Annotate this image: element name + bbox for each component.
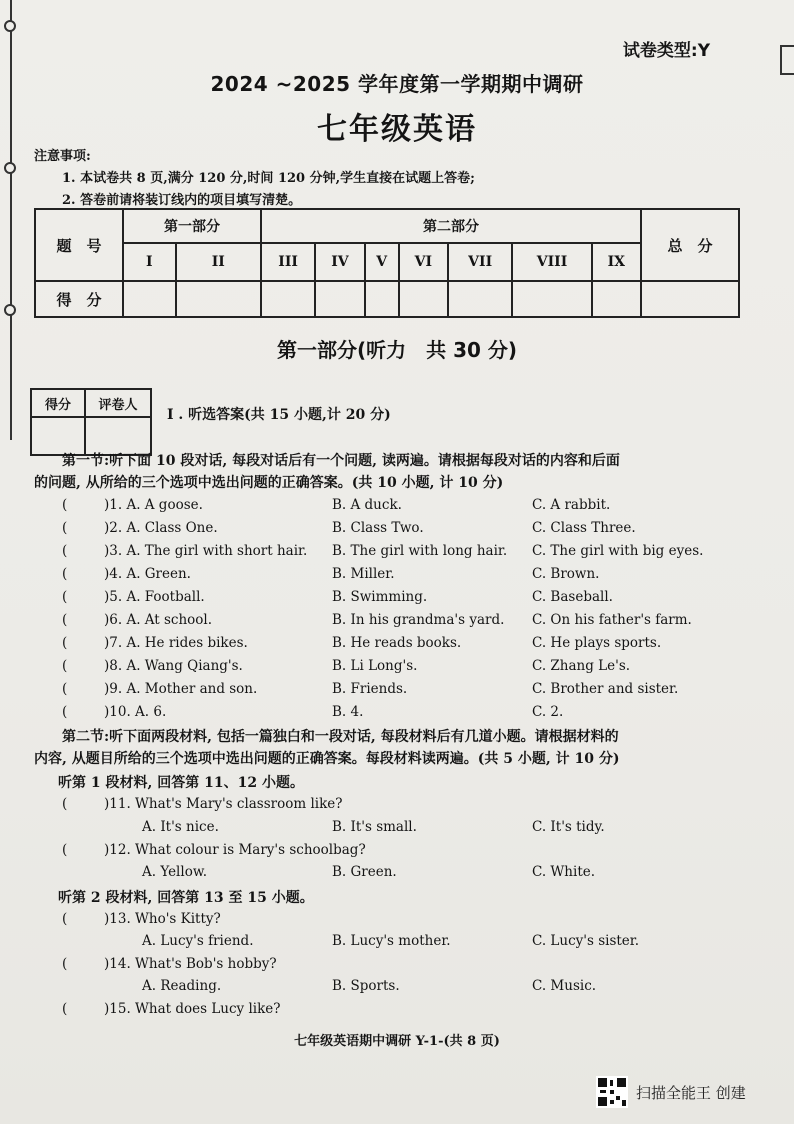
score-cell[interactable]	[448, 281, 512, 317]
question-row: ( )4. A. Green. B. Miller. C. Brown.	[62, 566, 600, 582]
option-b[interactable]: B. Swimming.	[332, 589, 428, 605]
option-c[interactable]: C. Lucy's sister.	[532, 933, 640, 949]
scanner-text: 扫描全能王 创建	[636, 1083, 746, 1102]
option-a[interactable]: )10. A. 6.	[104, 704, 167, 720]
grader-box	[30, 388, 152, 456]
score-cell[interactable]	[261, 281, 315, 317]
option-c[interactable]: C. Class Three.	[532, 520, 636, 536]
score-cell[interactable]	[592, 281, 641, 317]
option-c[interactable]: C. A rabbit.	[532, 497, 611, 513]
option-c[interactable]: C. Brown.	[532, 566, 600, 582]
binding-hole-icon	[4, 162, 16, 174]
scanner-watermark	[596, 1075, 746, 1109]
question-row: ( )5. A. Football. B. Swimming. C. Baseball.	[62, 589, 613, 605]
option-b[interactable]: B. Li Long's.	[332, 658, 418, 674]
numeral-cell: V	[365, 243, 399, 281]
option-b[interactable]: B. Miller.	[332, 566, 395, 582]
material-2-label: 听第 2 段材料, 回答第 13 至 15 小题。	[58, 890, 314, 906]
question-row: ( )1. A. A goose. B. A duck. C. A rabbit.	[62, 497, 611, 513]
numeral-cell: II	[176, 243, 261, 281]
options-row	[0, 978, 794, 1000]
note-item: 2. 答卷前请将装订线内的项目填写清楚。	[62, 193, 302, 208]
section1-title: I . 听选答案(共 15 小题,计 20 分)	[167, 407, 391, 423]
score-cell[interactable]	[315, 281, 364, 317]
intro-line: 第一节:听下面 10 段对话, 每段对话后有一个问题, 读两遍。请根据每段对话的内容和后面	[62, 453, 620, 469]
score-cell[interactable]	[365, 281, 399, 317]
option-b[interactable]: B. Friends.	[332, 681, 408, 697]
total-score-cell[interactable]	[641, 281, 739, 317]
total-label: 总 分	[641, 209, 739, 281]
option-c[interactable]: C. Brother and sister.	[532, 681, 679, 697]
qr-code-icon	[596, 1076, 628, 1108]
score-table	[34, 208, 740, 318]
option-b[interactable]: B. Lucy's mother.	[332, 933, 451, 949]
option-b[interactable]: B. Class Two.	[332, 520, 424, 536]
option-c[interactable]: C. He plays sports.	[532, 635, 662, 651]
numeral-cell: VIII	[512, 243, 591, 281]
option-a[interactable]: A. Yellow.	[142, 864, 208, 880]
option-a[interactable]: )4. A. Green.	[104, 566, 191, 582]
exam-title: 2024 ~2025 学年度第一学期期中调研	[210, 72, 584, 96]
intro-line: 内容, 从题目所给的三个选项中选出问题的正确答案。每段材料读两遍。(共 5 小题, 计 10 分)	[34, 751, 620, 767]
section2-intro	[34, 726, 744, 770]
grader-score-label: 得分	[31, 389, 85, 417]
question-row: ( )15. What does Lucy like?	[62, 1001, 281, 1017]
option-a[interactable]: )2. A. Class One.	[104, 520, 218, 536]
binding-hole-icon	[4, 20, 16, 32]
score-cell[interactable]	[123, 281, 176, 317]
question-row: ( )8. A. Wang Qiang's. B. Li Long's. C. Zhang Le's.	[62, 658, 631, 674]
numeral-cell: VII	[448, 243, 512, 281]
numeral-cell: IV	[315, 243, 364, 281]
intro-line: 第二节:听下面两段材料, 包括一篇独白和一段对话, 每段材料后有几道小题。请根据材料的	[62, 729, 619, 745]
notes-heading: 注意事项:	[34, 149, 91, 164]
question-stem: )14. What's Bob's hobby?	[104, 956, 277, 972]
note-item: 1. 本试卷共 8 页,满分 120 分,时间 120 分钟,学生直接在试题上答卷;	[62, 171, 475, 186]
question-row: ( )9. A. Mother and son. B. Friends. C. Brother and sister.	[62, 681, 679, 697]
grader-reviewer-label: 评卷人	[85, 389, 151, 417]
question-row: ( )14. What's Bob's hobby?	[62, 956, 277, 972]
option-c[interactable]: C. On his father's farm.	[532, 612, 692, 628]
part1-header: 第一部分	[123, 209, 261, 243]
question-row: ( )3. A. The girl with short hair. B. The girl with long hair. C. The girl with big eyes.	[62, 543, 704, 559]
material-1-label: 听第 1 段材料, 回答第 11、12 小题。	[58, 775, 304, 791]
question-stem: )11. What's Mary's classroom like?	[104, 796, 343, 812]
question-stem: )13. Who's Kitty?	[104, 911, 221, 927]
intro-line: 的问题, 从所给的三个选项中选出问题的正确答案。(共 10 小题, 计 10 分)	[34, 475, 504, 491]
option-c[interactable]: C. Music.	[532, 978, 597, 994]
option-b[interactable]: B. It's small.	[332, 819, 417, 835]
numeral-cell: IX	[592, 243, 641, 281]
page-footer: 七年级英语期中调研 Y-1-(共 8 页)	[294, 1034, 500, 1049]
part2-header: 第二部分	[261, 209, 641, 243]
paper-type: 试卷类型:Y	[622, 41, 710, 61]
notes	[34, 146, 475, 212]
option-b[interactable]: B. In his grandma's yard.	[332, 612, 505, 628]
option-b[interactable]: B. Green.	[332, 864, 397, 880]
numeral-cell: VI	[399, 243, 448, 281]
option-a[interactable]: A. Reading.	[142, 978, 222, 994]
question-row: ( )10. A. 6. B. 4. C. 2.	[62, 704, 564, 720]
option-b[interactable]: B. A duck.	[332, 497, 402, 513]
question-row: ( )11. What's Mary's classroom like?	[62, 796, 343, 812]
option-c[interactable]: C. Zhang Le's.	[532, 658, 631, 674]
question-number-label: 题 号	[35, 209, 123, 281]
question-row: ( )12. What colour is Mary's schoolbag?	[62, 842, 366, 858]
option-a[interactable]: )8. A. Wang Qiang's.	[104, 658, 243, 674]
question-row: ( )7. A. He rides bikes. B. He reads books. C. He plays sports.	[62, 635, 662, 651]
section1-intro	[34, 450, 744, 494]
option-a[interactable]: )5. A. Football.	[104, 589, 205, 605]
score-cell[interactable]	[512, 281, 591, 317]
numeral-cell: I	[123, 243, 176, 281]
option-a[interactable]: )7. A. He rides bikes.	[104, 635, 248, 651]
options-row	[0, 819, 794, 841]
question-row: ( )6. A. At school. B. In his grandma's yard. C. On his father's farm.	[62, 612, 692, 628]
options-row	[0, 864, 794, 886]
option-b[interactable]: B. He reads books.	[332, 635, 462, 651]
option-a[interactable]: )1. A. A goose.	[104, 497, 203, 513]
question-row: ( )2. A. Class One. B. Class Two. C. Class Three.	[62, 520, 636, 536]
question-stem: )12. What colour is Mary's schoolbag?	[104, 842, 366, 858]
option-c[interactable]: C. White.	[532, 864, 596, 880]
option-a[interactable]: A. It's nice.	[142, 819, 219, 835]
option-c[interactable]: C. Baseball.	[532, 589, 613, 605]
option-a[interactable]: )3. A. The girl with short hair.	[104, 543, 308, 559]
score-cell[interactable]	[399, 281, 448, 317]
binding-hole-icon	[4, 304, 16, 316]
option-a[interactable]: )9. A. Mother and son.	[104, 681, 258, 697]
option-b[interactable]: B. The girl with long hair.	[332, 543, 508, 559]
part1-title: 第一部分(听力 共 30 分)	[276, 338, 518, 362]
option-c[interactable]: C. The girl with big eyes.	[532, 543, 704, 559]
option-a[interactable]: )6. A. At school.	[104, 612, 213, 628]
option-c[interactable]: C. 2.	[532, 704, 564, 720]
question-stem: )15. What does Lucy like?	[104, 1001, 281, 1017]
option-b[interactable]: B. 4.	[332, 704, 364, 720]
score-cell[interactable]	[176, 281, 261, 317]
question-row: ( )13. Who's Kitty?	[62, 911, 221, 927]
score-label: 得 分	[35, 281, 123, 317]
option-a[interactable]: A. Lucy's friend.	[142, 933, 254, 949]
option-b[interactable]: B. Sports.	[332, 978, 400, 994]
option-c[interactable]: C. It's tidy.	[532, 819, 605, 835]
exam-subtitle: 七年级英语	[317, 112, 477, 147]
numeral-cell: III	[261, 243, 315, 281]
options-row	[0, 933, 794, 955]
